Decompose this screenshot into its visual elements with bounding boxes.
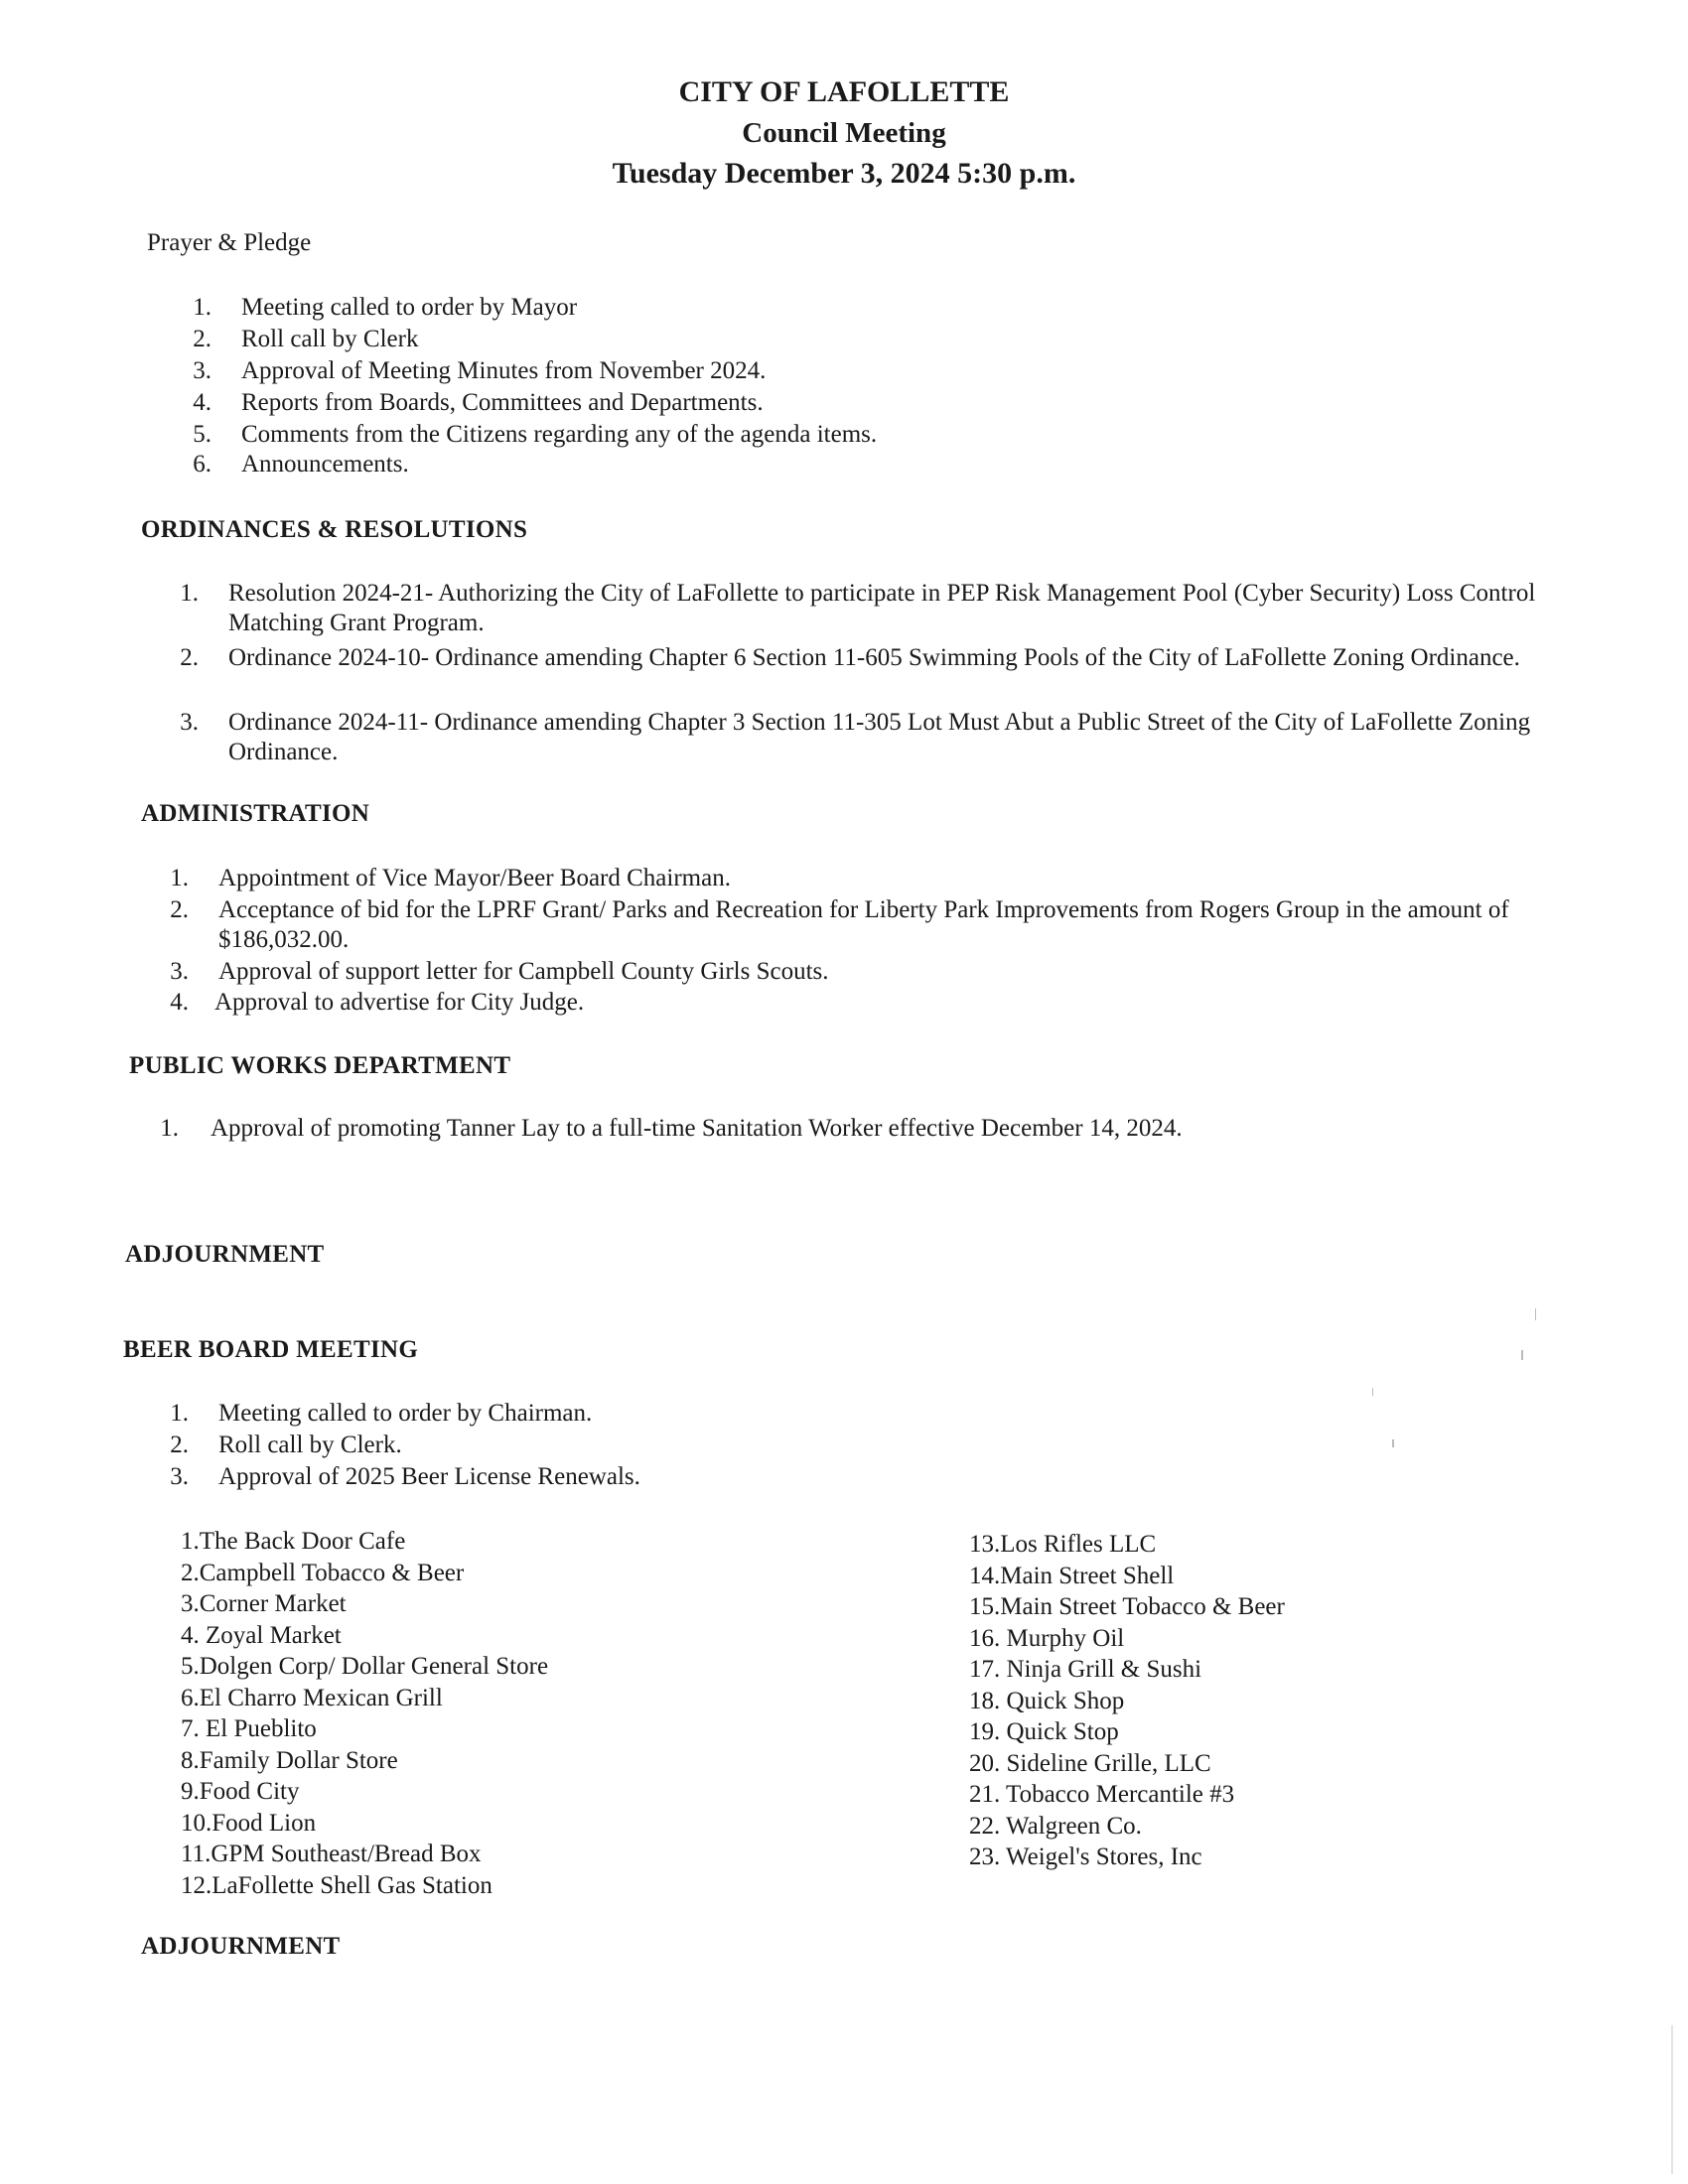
document-subtitle: Council Meeting bbox=[742, 117, 946, 149]
license-item: 6.El Charro Mexican Grill bbox=[181, 1684, 443, 1711]
section-heading-ordinances: ORDINANCES & RESOLUTIONS bbox=[141, 516, 528, 543]
license-item: 13.Los Rifles LLC bbox=[969, 1531, 1157, 1558]
list-item: 2. Ordinance 2024-10- Ordinance amending Chapter 6 Section 11-605 Swimming Pools of the City of LaFollette Zoning Ordinance. bbox=[180, 644, 1520, 671]
section-heading-beer-board: BEER BOARD MEETING bbox=[123, 1336, 419, 1363]
license-item: 4. Zoyal Market bbox=[181, 1621, 342, 1649]
license-item: 2.Campbell Tobacco & Beer bbox=[181, 1559, 465, 1586]
license-item: 20. Sideline Grille, LLC bbox=[969, 1749, 1211, 1777]
license-item: 9.Food City bbox=[181, 1778, 300, 1805]
adjournment-heading: ADJOURNMENT bbox=[141, 1933, 341, 1960]
section-heading-public-works: PUBLIC WORKS DEPARTMENT bbox=[129, 1052, 511, 1079]
list-item: 2. Acceptance of bid for the LPRF Grant/ Parks and Recreation for Liberty Park Improvements from Rogers Group in the amount of $186,032.00. bbox=[170, 896, 1509, 953]
license-item: 14.Main Street Shell bbox=[969, 1562, 1175, 1589]
license-item: 23. Weigel's Stores, Inc bbox=[969, 1843, 1202, 1870]
agenda-document: CITY OF LAFOLLETTE Council Meeting Tuesday December 3, 2024 5:30 p.m. Prayer & Pledge 1. Meeting called to order by Mayor 2. Roll call by Clerk 3. Approval of Meeting Minutes from November 2024. 4. Reports from Boards, Committees and Departments. 5. Comments from the Citizens regarding any of the agenda items. 6. Announcements. ORDINANCES & RESOLUTIONS 1. Resolution 2024-21- Authorizing the City of LaFollette to participate in PEP Risk Management Pool (Cyber Security) Loss Control Matching Grant Program. 2. Ordinance 2024-10- Ordinance amending Chapter 6 Section 11-605 Swimming Pools of the City of LaFollette Zoning Ordinance. 3. Ordinance 2024-11- Ordinance amending Chapter 3 Section 11-305 Lot Must Abut a Public Street of the City of LaFollette Zoning Ordinance. ADMINISTRATION 1. Appointment of Vice Mayor/Beer Board Chairman. 2. Acceptance of bid for the LPRF Grant/ Parks and Recreation for Liberty Park Improvements from Rogers Group in the amount of $186,032.00. 3. Approval of support letter for Campbell County Girls Scouts. 4. Approval to advertise for City Judge. PUBLIC WORKS DEPARTMENT 1. Approval of promoting Tanner Lay to a full-time Sanitation Worker effective December 14, 2024. ADJOURNMENT BEER BOARD MEETING 1. Meeting called to order by Chairman. 2. Roll call by Clerk. 3. Approval of 2025 Beer License Renewals. 1.The Back Door Cafe 2.Campbell Tobacco & Beer 3.Corner Market 4. Zoyal Market 5.Dolgen Corp/ Dollar General Store 6.El Charro Mexican Grill 7. El Pueblito 8.Family Dollar Store 9.Food City 10.Food Lion 11.GPM Southeast/Bread Box 12.LaFollette Shell Gas Station 13.Los Rifles LLC 14.Main Street Shell 15.Main Street Tobacco & Beer 16. Murphy Oil 17. Ninja Grill & Sushi 18. Quick Shop 19. Quick Stop 20. Sideline Grille, LLC 21. Tobacco Mercantile #3 22. Walgreen Co. 23. Weigel's Stores, Inc ADJOURNMENT bbox=[0, 0, 1688, 2184]
adjournment-heading: ADJOURNMENT bbox=[125, 1241, 325, 1268]
meeting-date: Tuesday December 3, 2024 5:30 p.m. bbox=[612, 157, 1076, 190]
license-item: 17. Ninja Grill & Sushi bbox=[969, 1656, 1202, 1683]
license-item: 19. Quick Stop bbox=[969, 1718, 1119, 1745]
license-item: 5.Dolgen Corp/ Dollar General Store bbox=[181, 1653, 549, 1680]
document-title: CITY OF LAFOLLETTE bbox=[678, 75, 1010, 108]
license-item: 7. El Pueblito bbox=[181, 1715, 317, 1742]
license-item: 1.The Back Door Cafe bbox=[181, 1528, 406, 1555]
license-list-left bbox=[181, 1526, 548, 1901]
license-item: 12.LaFollette Shell Gas Station bbox=[181, 1871, 492, 1899]
license-item: 8.Family Dollar Store bbox=[181, 1746, 398, 1774]
license-item: 21. Tobacco Mercantile #3 bbox=[969, 1781, 1235, 1808]
license-list-right bbox=[969, 1529, 1285, 1873]
scan-speck bbox=[1521, 1350, 1523, 1360]
scan-speck bbox=[1392, 1439, 1394, 1447]
list-item: 3. Ordinance 2024-11- Ordinance amending Chapter 3 Section 11-305 Lot Must Abut a Public Street of the City of LaFollette Zoning Ordinance. bbox=[180, 709, 1531, 765]
license-item: 22. Walgreen Co. bbox=[969, 1812, 1142, 1840]
list-item: 1. Resolution 2024-21- Authorizing the City of LaFollette to participate in PEP Risk Management Pool (Cyber Security) Loss Control Matching Grant Program. bbox=[180, 580, 1536, 636]
license-item: 18. Quick Shop bbox=[969, 1687, 1125, 1714]
license-item: 11.GPM Southeast/Bread Box bbox=[181, 1841, 482, 1867]
prayer-pledge: Prayer & Pledge bbox=[147, 229, 312, 256]
scan-speck bbox=[1372, 1388, 1373, 1396]
scan-edge-mark bbox=[1671, 2025, 1673, 2174]
license-item: 3.Corner Market bbox=[181, 1590, 347, 1617]
license-item: 10.Food Lion bbox=[181, 1809, 317, 1837]
scan-speck bbox=[1535, 1308, 1536, 1320]
license-item: 16. Murphy Oil bbox=[969, 1624, 1125, 1652]
license-item: 15.Main Street Tobacco & Beer bbox=[969, 1593, 1285, 1620]
section-heading-administration: ADMINISTRATION bbox=[141, 800, 370, 827]
